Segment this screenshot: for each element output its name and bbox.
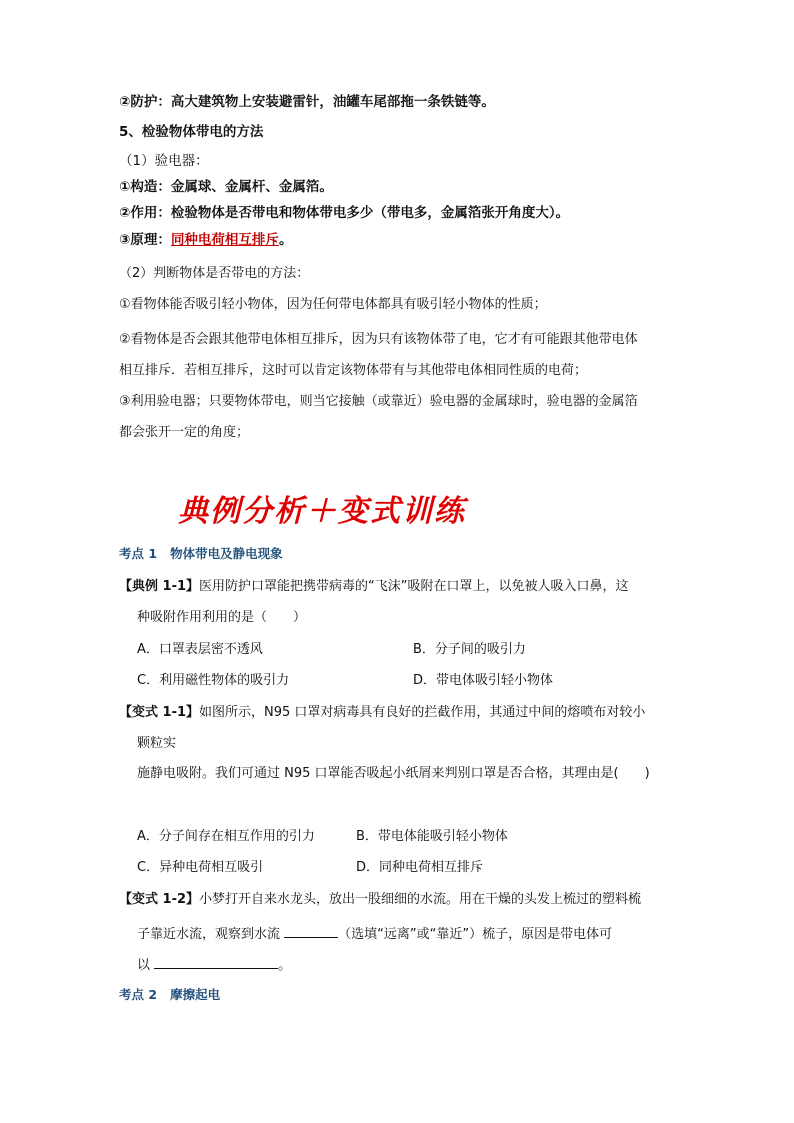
variant-1-1-option-a[interactable]: A．分子间存在相互作用的引力 <box>137 829 315 844</box>
variant-1-2-q3a: 以 <box>137 958 155 973</box>
section-banner: 典例分析＋变式训练 <box>178 494 466 529</box>
principle-highlight: 同种电荷相互排斥 <box>170 232 279 248</box>
kaodian-2-heading <box>119 989 220 1002</box>
variant-1-2-q2b: （选填“远离”或“靠近”）梳子，原因是带电体可 <box>338 927 613 942</box>
method-line-2: ②看物体是否会跟其他带电体相互排斥，因为只有该物体带了电，它才有可能跟其他带电体 <box>119 332 638 347</box>
kaodian-2-title: 摩擦起电 <box>170 987 221 1002</box>
kaodian-1-label: 考点 1 <box>119 546 158 561</box>
variant-1-2-q2 <box>137 925 612 941</box>
variant-1-2-q3b: 。 <box>278 958 292 973</box>
variant-1-2-question <box>119 893 641 906</box>
example-1-1-option-c[interactable]: C．利用磁性物体的吸引力 <box>137 673 290 688</box>
variant-1-1-q1: 如图所示，N95 口罩对病毒具有良好的拦截作用，其通过中间的熔喷布对较小 <box>199 705 646 720</box>
variant-1-2-q3 <box>137 956 291 972</box>
method-line-2-cont: 相互排斥．若相互排斥，这时可以肯定该物体带有与其他带电体相同性质的电荷； <box>119 363 588 378</box>
example-1-1-tag: 【典例 1-1】 <box>119 579 200 594</box>
section-heading-detect: 5、检验物体带电的方法 <box>119 124 264 140</box>
answer-blank-1[interactable] <box>284 925 338 938</box>
kaodian-2-label: 考点 2 <box>119 987 158 1002</box>
knowledge-line-principle <box>119 234 292 248</box>
variant-1-1-question <box>119 706 645 719</box>
example-1-1-option-b[interactable]: B．分子间的吸引力 <box>413 642 526 657</box>
example-1-1-question <box>119 580 629 593</box>
subheading-judge-method: （2）判断物体是否带电的方法： <box>119 266 310 281</box>
example-1-1-option-a[interactable]: A．口罩表层密不透风 <box>137 642 263 657</box>
method-line-1: ①看物体能否吸引轻小物体，因为任何带电体都具有吸引轻小物体的性质； <box>119 297 547 312</box>
knowledge-line-function: ②作用：检验物体是否带电和物体带电多少（带电多，金属箔张开角度大）。 <box>119 205 570 221</box>
variant-1-2-q1: 小梦打开自来水龙头，放出一股细细的水流。用在干燥的头发上梳过的塑料梳 <box>199 892 642 907</box>
subheading-electroscope: （1）验电器： <box>119 153 209 169</box>
variant-1-1-option-d[interactable]: D．同种电荷相互排斥 <box>356 860 484 875</box>
variant-1-1-tag: 【变式 1-1】 <box>119 705 200 720</box>
example-1-1-option-d[interactable]: D．带电体吸引轻小物体 <box>413 673 554 688</box>
example-1-1-q1: 医用防护口罩能把携带病毒的“飞沫”吸附在口罩上，以免被人吸入口鼻，这 <box>199 579 629 594</box>
variant-1-2-tag: 【变式 1-2】 <box>119 892 200 907</box>
variant-1-1-option-b[interactable]: B．带电体能吸引轻小物体 <box>356 829 508 844</box>
method-line-3-cont: 都会张开一定的角度； <box>119 425 250 440</box>
knowledge-line-protection: ②防护：高大建筑物上安装避雷针，油罐车尾部拖一条铁链等。 <box>119 94 495 110</box>
method-line-3: ③利用验电器；只要物体带电，则当它接触（或靠近）验电器的金属球时，验电器的金属箔 <box>119 394 638 409</box>
example-1-1-q2: 种吸附作用利用的是（ ） <box>137 610 307 625</box>
principle-prefix: ③原理： <box>119 232 171 248</box>
answer-blank-2[interactable] <box>154 956 278 969</box>
variant-1-1-option-c[interactable]: C．异种电荷相互吸引 <box>137 860 264 875</box>
variant-1-2-q2a: 子靠近水流，观察到水流 <box>137 927 285 942</box>
principle-suffix: 。 <box>278 232 293 248</box>
knowledge-line-structure: ①构造：金属球、金属杆、金属箔。 <box>119 179 333 195</box>
variant-1-1-q2: 颗粒实 <box>137 736 177 751</box>
kaodian-1-title: 物体带电及静电现象 <box>170 546 283 561</box>
variant-1-1-q3: 施静电吸附。我们可通过 N95 口罩能否吸起小纸屑来判别口罩是否合格，其理由是( ) <box>137 766 650 781</box>
kaodian-1-heading <box>119 548 283 561</box>
